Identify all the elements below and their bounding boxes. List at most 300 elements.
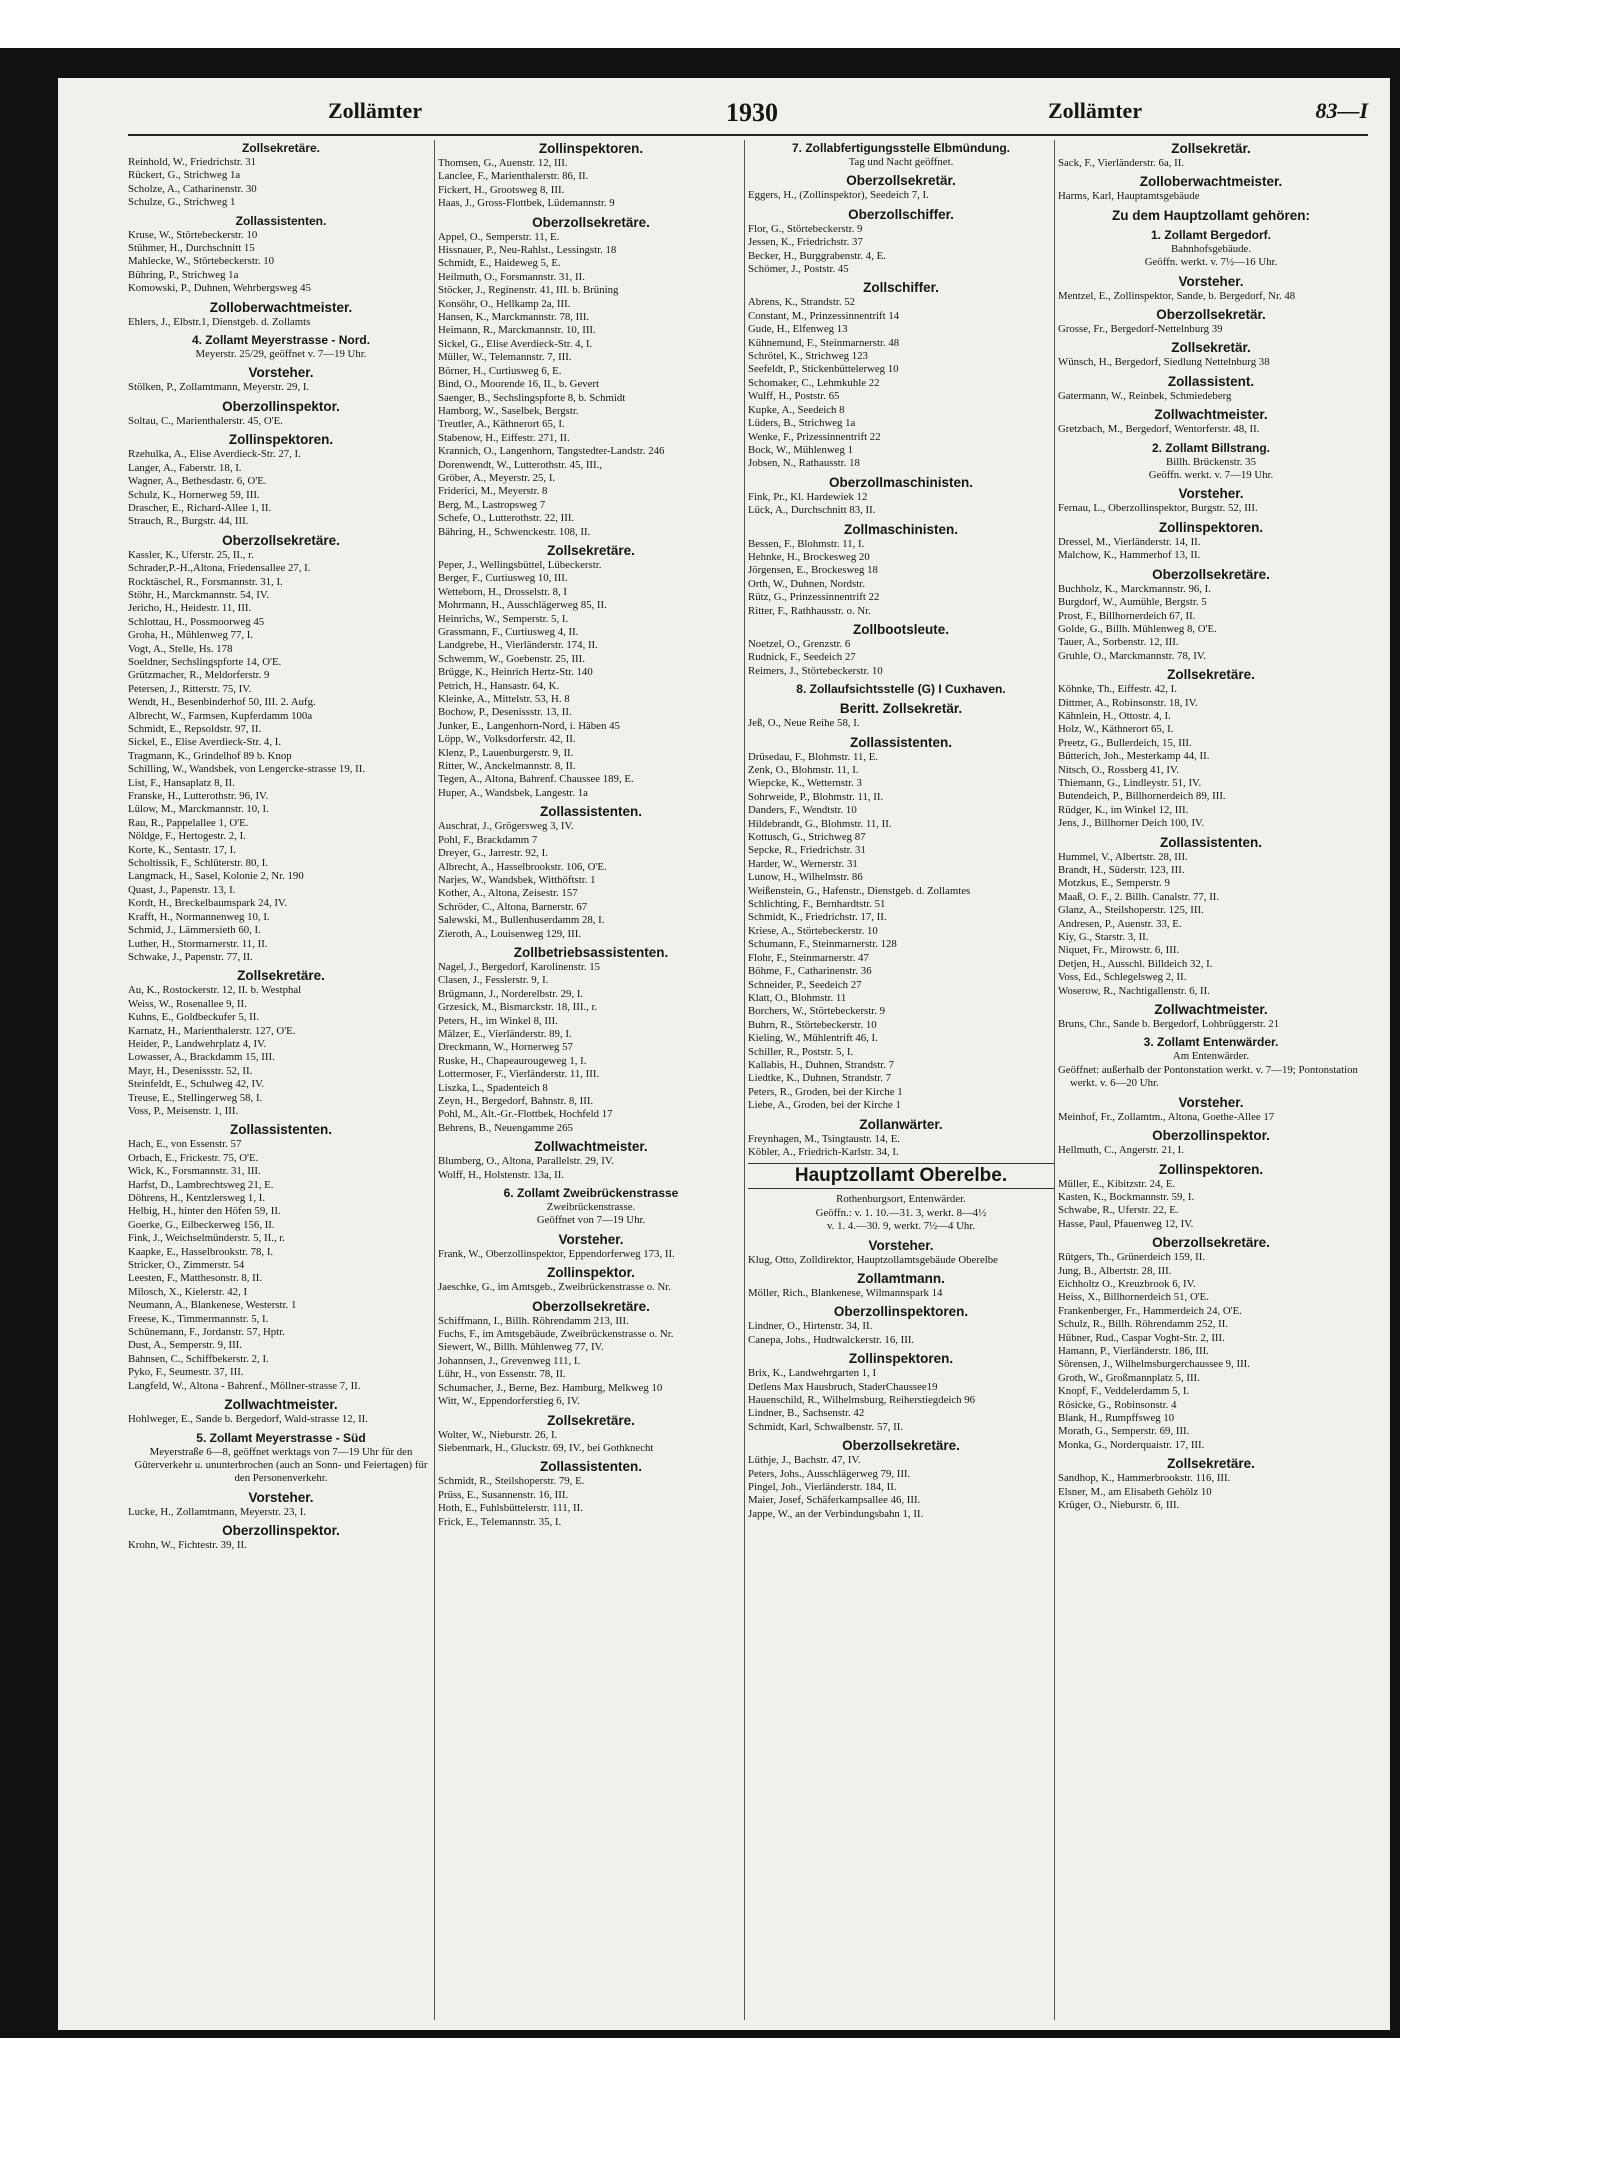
office-note: v. 1. 4.—30. 9, werkt. 7½—4 Uhr. <box>826 1220 976 1233</box>
person-entry: Junker, E., Langenhorn-Nord, i. Häben 45 <box>438 719 620 732</box>
directory-section <box>1058 1234 1364 1452</box>
directory-section <box>1058 566 1364 663</box>
person-entry: Gruhle, O., Marckmannstr. 78, IV. <box>1058 649 1206 662</box>
rank-heading: Zollanwärter. <box>859 1116 943 1132</box>
person-entry: Soeldner, Sechslingspforte 14, O'E. <box>128 655 282 668</box>
person-entry: Hauenschild, R., Wilhelmsburg, Reiherstiegdeich 96 <box>748 1394 976 1407</box>
person-entry: Ehlers, J., Elbstr.1, Dienstgeb. d. Zollamts <box>128 315 311 328</box>
person-entry: Gude, H., Elfenweg 13 <box>748 323 848 336</box>
person-entry: Langer, A., Faberstr. 18, I. <box>128 461 242 474</box>
person-entry: Kother, A., Altona, Zeisestr. 157 <box>438 887 578 900</box>
person-entry: Sack, F., Vierländerstr. 6a, II. <box>1058 157 1185 169</box>
directory-section <box>128 1522 434 1552</box>
directory-section <box>438 542 744 800</box>
rank-heading: Zolloberwachtmeister. <box>1139 174 1283 190</box>
column-3 <box>748 140 1054 2020</box>
person-entry: Sickel, E., Elise Averdieck-Str. 4, I. <box>128 736 282 749</box>
rank-heading: Vorsteher. <box>868 1237 934 1253</box>
person-entry: Dreckmann, W., Hornerweg 57 <box>438 1041 573 1054</box>
directory-section <box>748 1270 1054 1300</box>
person-entry: Sickel, G., Elise Averdieck-Str. 4, I. <box>438 337 593 350</box>
person-entry: Schefe, O., Lutterothstr. 22, III. <box>438 512 575 525</box>
person-entry: Lüthje, J., Bachstr. 47, IV. <box>748 1454 861 1467</box>
rank-heading: Zollinspektoren. <box>228 432 334 448</box>
person-entry: Kordt, H., Breckelbaumspark 24, IV. <box>128 897 288 910</box>
person-entry: Schrötel, K., Strichweg 123 <box>748 350 868 363</box>
person-entry: Schömer, J., Poststr. 45 <box>748 263 849 276</box>
directory-section <box>438 803 744 941</box>
person-entry: Friderici, M., Meyerstr. 8 <box>438 485 548 498</box>
rank-heading: Zollsekretäre. <box>1167 1456 1255 1472</box>
person-entry: Strauch, R., Burgstr. 44, III. <box>128 515 249 528</box>
person-entry: Gatermann, W., Reinbek, Schmiedeberg <box>1058 389 1232 402</box>
person-entry: Frank, W., Oberzollinspektor, Eppendorferweg 173, II. <box>438 1247 675 1260</box>
directory-section <box>1058 485 1364 515</box>
rank-heading: Oberzollsekretär. <box>846 173 956 189</box>
person-entry: Brügge, K., Heinrich Hertz-Str. 140 <box>438 666 593 679</box>
person-entry: Tauer, A., Sorbenstr. 12, III. <box>1058 636 1179 649</box>
person-entry: Schmidt, E., Repsoldstr. 97, II. <box>128 723 262 735</box>
person-entry: Bütterich, Joh., Mesterkamp 44, II. <box>1058 750 1210 763</box>
person-entry: Kallabis, H., Duhnen, Strandstr. 7 <box>748 1058 895 1071</box>
person-entry: Bessen, F., Blohmstr. 11, I. <box>748 537 865 550</box>
person-entry: Dittmer, A., Robinsonstr. 18, IV. <box>1058 696 1198 709</box>
directory-section <box>748 279 1054 470</box>
person-entry: Maier, Josef, Schäferkampsallee 46, III. <box>748 1494 921 1507</box>
person-entry: Bahnsen, C., Schiffbekerstr. 2, I. <box>128 1352 269 1365</box>
scan-border-bottom <box>0 2030 1400 2038</box>
person-entry: Sörensen, J., Wilhelmsburgerchaussee 9, III. <box>1058 1358 1250 1371</box>
directory-section <box>438 1231 744 1261</box>
person-entry: Pyko, F., Seumestr. 37, III. <box>128 1366 244 1379</box>
person-entry: Brügmann, J., Norderelbstr. 29, I. <box>438 987 584 1000</box>
rank-heading: Zollassistent. <box>1167 373 1255 389</box>
person-entry: Fuchs, F., im Amtsgebäude, Zweibrückenstrasse o. Nr. <box>438 1328 674 1341</box>
column-rule <box>1054 140 1055 2020</box>
person-entry: Weißenstein, G., Hafenstr., Dienstgeb. d. Zollamtes <box>748 884 971 897</box>
person-entry: Eggers, H., (Zollinspektor), Seedeich 7, I. <box>748 189 929 202</box>
person-entry: Schröder, C., Altona, Barnerstr. 67 <box>438 900 588 913</box>
rank-heading: Zollwachtmeister. <box>534 1139 648 1155</box>
person-entry: Ritter, W., Anckelmannstr. 8, II. <box>438 760 576 773</box>
person-entry: Jeß, O., Neue Reihe 58, I. <box>748 717 860 730</box>
person-entry: Schilling, W., Wandsbek, von Lengercke-strasse 19, II. <box>128 763 366 776</box>
rank-heading: Zollsekretär. <box>1171 141 1251 156</box>
person-entry: Liedtke, K., Duhnen, Strandstr. 7 <box>748 1072 892 1085</box>
directory-section <box>1058 666 1364 830</box>
directory-section <box>1058 519 1364 563</box>
person-entry: Au, K., Rostockerstr. 12, II. b. Westphal <box>128 984 302 997</box>
person-entry: Peters, R., Groden, bei der Kirche 1 <box>748 1085 903 1098</box>
person-entry: Stabenow, H., Eiffestr. 271, II. <box>438 431 570 444</box>
directory-section <box>1058 1455 1364 1512</box>
directory-section <box>128 140 434 210</box>
rank-heading: Zu dem Hauptzollamt gehören: <box>1111 207 1310 223</box>
person-entry: Maaß, O. F., 2. Billh. Canalstr. 77, II. <box>1058 890 1220 903</box>
person-entry: Lülow, M., Marckmannstr. 10, I. <box>128 803 269 816</box>
rank-heading: Oberzollsekretäre. <box>532 214 650 230</box>
person-entry: Pohl, F., Brackdamm 7 <box>438 833 538 846</box>
person-entry: Stricker, O., Zimmerstr. 54 <box>128 1259 245 1272</box>
rank-heading: Zollassistenten. <box>229 1122 333 1138</box>
person-entry: Mentzel, E., Zollinspektor, Sande, b. Bergedorf, Nr. 48 <box>1058 289 1296 302</box>
person-entry: Wolff, H., Holstenstr. 13a, II. <box>438 1168 565 1181</box>
directory-section <box>128 967 434 1118</box>
rank-heading: Vorsteher. <box>1178 273 1244 289</box>
person-entry: Jobsen, N., Rathausstr. 18 <box>748 457 860 470</box>
rank-heading: Zollassistenten. <box>849 734 953 750</box>
person-entry: Schneider, P., Seedeich 27 <box>748 978 862 991</box>
person-entry: Grassmann, F., Curtiusweg 4, II. <box>438 626 579 638</box>
person-entry: Jessen, K., Friedrichstr. 37 <box>748 236 863 249</box>
person-entry: Reinhold, W., Friedrichstr. 31 <box>128 156 257 168</box>
person-entry: Jens, J., Billhorner Deich 100, IV. <box>1058 817 1205 830</box>
person-entry: Buchholz, K., Marckmannstr. 96, I. <box>1058 582 1211 595</box>
person-entry: Hansen, K., Marckmannstr. 78, III. <box>438 311 590 324</box>
rank-heading: Vorsteher. <box>1178 1094 1244 1110</box>
person-entry: Goerke, G., Eilbeckerweg 156, II. <box>128 1218 275 1231</box>
person-entry: Wolter, W., Nieburstr. 26, I. <box>438 1428 558 1441</box>
rank-heading: Zollassistenten. <box>539 804 643 820</box>
rank-heading: Zollwachtmeister. <box>1154 407 1268 423</box>
office-heading: 4. Zollamt Meyerstrasse - Nord. <box>191 333 371 348</box>
person-entry: Huper, A., Wandsbek, Langestr. 1a <box>438 786 588 799</box>
rank-heading: Oberzollsekretäre. <box>222 532 340 548</box>
person-entry: Rzehulka, A., Elise Averdieck-Str. 27, I. <box>128 448 301 461</box>
office-heading: 8. Zollaufsichtsstelle (G) I Cuxhaven. <box>796 682 1006 697</box>
person-entry: Heider, P., Landwehrplatz 4, IV. <box>128 1037 267 1050</box>
person-entry: Morath, G., Semperstr. 69, III. <box>1058 1425 1190 1438</box>
rank-heading: Oberzollinspektor. <box>1152 1128 1270 1144</box>
person-entry: Andresen, P., Auenstr. 33, E. <box>1058 917 1182 930</box>
person-entry: Liebe, A., Groden, bei der Kirche 1 <box>748 1099 901 1112</box>
person-entry: Monka, G., Norderquaistr. 17, III. <box>1058 1438 1205 1451</box>
person-entry: Böhme, F., Catharinenstr. 36 <box>748 965 872 978</box>
person-entry: Grzesick, M., Bismarckstr. 18, III., r. <box>438 1001 598 1014</box>
person-entry: Siebenmark, H., Gluckstr. 69, IV., bei Gothknecht <box>438 1441 654 1454</box>
person-entry: Bruns, Chr., Sande b. Bergedorf, Lohbrüggerstr. 21 <box>1058 1018 1280 1031</box>
person-entry: Schulze, G., Strichweg 1 <box>128 196 236 209</box>
person-entry: Jörgensen, E., Brockesweg 18 <box>748 564 878 577</box>
directory-section <box>128 1489 434 1519</box>
person-entry: Groth, W., Großmannplatz 5, III. <box>1058 1371 1200 1384</box>
person-entry: Prost, F., Billhornerdeich 67, II. <box>1058 609 1196 622</box>
person-entry: Fink, J., Weichselmünderstr. 5, II., r. <box>128 1232 285 1245</box>
person-entry: Siewert, W., Billh. Mühlenweg 77, IV. <box>438 1341 604 1354</box>
rank-heading: Zollwachtmeister. <box>1154 1002 1268 1018</box>
directory-section <box>1058 406 1364 436</box>
directory-section <box>1058 1127 1364 1157</box>
directory-section <box>128 431 434 528</box>
person-entry: Milosch, X., Kielerstr. 42, I <box>128 1285 248 1298</box>
person-entry: Ruske, H., Chapeaurougeweg 1, I. <box>438 1054 587 1067</box>
person-entry: Schmid, J., Lämmersieth 60, I. <box>128 924 261 937</box>
person-entry: Johannsen, J., Grevenweg 111, I. <box>438 1354 581 1367</box>
office-note: Zweibrückenstrasse. <box>546 1201 636 1214</box>
office-note: Rothenburgsort, Entenwärder. <box>836 1193 966 1206</box>
person-entry: Hamborg, W., Saselbek, Bergstr. <box>438 404 579 417</box>
directory-section <box>128 213 434 296</box>
directory-section <box>128 1430 434 1486</box>
person-entry: Bähring, H., Schwenckestr. 108, II. <box>438 525 591 538</box>
person-entry: Malchow, K., Hammerhof 13, II. <box>1058 549 1201 562</box>
person-entry: Detjen, H., Ausschl. Billdeich 32, I. <box>1058 957 1213 970</box>
person-entry: Appel, O., Semperstr. 11, E. <box>438 230 560 243</box>
person-entry: Klug, Otto, Zolldirektor, Hauptzollamtsgebäude Oberelbe <box>748 1253 998 1266</box>
person-entry: Krüger, O., Nieburstr. 6, III. <box>1058 1499 1180 1512</box>
rank-heading: Oberzollschiffer. <box>848 206 954 222</box>
scan-border-top <box>0 48 1390 78</box>
person-entry: Elsner, M., am Elisabeth Gehölz 10 <box>1058 1485 1212 1498</box>
person-entry: Kühnemund, F., Steinmarnerstr. 48 <box>748 336 900 349</box>
person-entry: Korte, K., Sentastr. 17, I. <box>128 843 236 856</box>
person-entry: Jaeschke, G., im Amtsgeb., Zweibrückenstrasse o. Nr. <box>438 1281 671 1294</box>
directory-section <box>438 1412 744 1456</box>
person-entry: Schulz, K., Hornerweg 59, III. <box>128 488 260 501</box>
office-heading: 3. Zollamt Entenwärder. <box>1143 1035 1279 1050</box>
person-entry: Rückert, G., Strichweg 1a <box>128 169 241 182</box>
person-entry: Klenz, P., Lauenburgerstr. 9, II. <box>438 746 574 759</box>
rank-heading: Zollinspektor. <box>547 1265 635 1281</box>
running-header <box>128 98 1368 136</box>
directory-section <box>1058 1094 1364 1124</box>
person-entry: Karnatz, H., Marienthalerstr. 127, O'E. <box>128 1024 296 1037</box>
person-entry: Stöcker, J., Reginenstr. 41, III. b. Brüning <box>438 284 619 297</box>
person-entry: Burgdorf, W., Aumühle, Bergstr. 5 <box>1058 596 1207 609</box>
person-entry: Hübner, Rud., Caspar Voght-Str. 2, III. <box>1058 1331 1225 1344</box>
rank-heading: Oberzollsekretär. <box>1156 307 1266 323</box>
person-entry: Peters, H., im Winkel 8, III. <box>438 1014 558 1027</box>
person-entry: Zenk, O., Blohmstr. 11, I. <box>748 764 859 776</box>
person-entry: Köbler, A., Friedrich-Karlstr. 34, I. <box>748 1145 899 1158</box>
person-entry: Hummel, V., Albertstr. 28, III. <box>1058 850 1188 863</box>
column-2 <box>438 140 744 2020</box>
person-entry: Kupke, A., Seedeich 8 <box>748 403 845 416</box>
person-entry: Börner, H., Curtiusweg 6, E. <box>438 364 562 377</box>
person-entry: Liszka, L., Spadenteich 8 <box>438 1081 548 1094</box>
rank-heading: Zollsekretäre. <box>237 968 325 984</box>
directory-section <box>438 1298 744 1409</box>
person-entry: Clasen, J., Fesslerstr. 9, I. <box>438 974 549 987</box>
rank-heading: Oberzollsekretäre. <box>532 1298 650 1314</box>
person-entry: Voss, Ed., Schlegelsweg 2, II. <box>1058 971 1187 984</box>
person-entry: Wendt, H., Besenbinderhof 50, III. 2. Aufg. <box>128 696 316 709</box>
directory-section <box>128 299 434 329</box>
rank-heading: Zollmaschinisten. <box>843 521 959 537</box>
person-entry: Schumann, F., Steinmarnerstr. 128 <box>748 938 897 951</box>
person-entry: Holz, W., Käthnerort 65, I. <box>1058 723 1174 736</box>
person-entry: Helbig, H., hinter den Höfen 59, II. <box>128 1205 281 1218</box>
person-entry: Schwabe, R., Uferstr. 22, E. <box>1058 1204 1179 1217</box>
directory-section <box>748 681 1054 697</box>
person-entry: Schmidt, K., Friedrichstr. 17, II. <box>748 911 887 924</box>
person-entry: Buhrn, R., Störtebeckerstr. 10 <box>748 1018 877 1031</box>
person-entry: Flohr, F., Steinmarnerstr. 47 <box>748 951 869 964</box>
person-entry: Langfeld, W., Altona - Bahrenf., Möllner-strasse 7, II. <box>128 1379 361 1392</box>
person-entry: Wagner, A., Bethesdastr. 6, O'E. <box>128 475 267 488</box>
directory-section <box>1058 1034 1364 1090</box>
person-entry: Weiss, W., Rosenallee 9, II. <box>128 997 247 1010</box>
directory-section <box>438 1185 744 1228</box>
person-entry: Schlichting, F., Bernhardtstr. 51 <box>748 898 886 911</box>
person-entry: Quast, J., Papenstr. 13, I. <box>128 883 236 896</box>
person-entry: Schünemann, F., Jordanstr. 57, Hptr. <box>128 1326 285 1339</box>
directory-section <box>1058 1161 1364 1232</box>
office-note: Meyerstr. 25/29, geöffnet v. 7—19 Uhr. <box>195 348 367 361</box>
person-entry: Sohrweide, P., Blohmstr. 11, II. <box>748 790 884 803</box>
person-entry: Blumberg, O., Altona, Parallelstr. 29, IV. <box>438 1155 614 1168</box>
person-entry: Jappe, W., an der Verbindungsbahn 1, II. <box>748 1507 924 1520</box>
person-entry: Eichholtz O., Kreuzbrook 6, IV. <box>1058 1277 1196 1290</box>
office-title: Hauptzollamt Oberelbe. <box>748 1163 1054 1189</box>
directory-section <box>128 1396 434 1426</box>
person-entry: Becker, H., Burggrabenstr. 4, E. <box>748 249 886 262</box>
rank-heading: Zollsekretäre. <box>1167 667 1255 683</box>
person-entry: Wick, K., Forsmannstr. 31, III. <box>128 1165 261 1178</box>
person-entry: Wiepcke, K., Wetternstr. 3 <box>748 777 862 790</box>
person-entry: Scholze, A., Catharinenstr. 30 <box>128 182 257 195</box>
person-entry: Grosse, Fr., Bergedorf-Nettelnburg 39 <box>1058 323 1223 336</box>
directory-section <box>1058 306 1364 336</box>
office-note: Am Entenwärder. <box>1172 1050 1250 1063</box>
person-entry: Thiemann, G., Lindleystr. 51, IV. <box>1058 776 1202 789</box>
person-entry: Klatt, O., Blohmstr. 11 <box>748 991 847 1004</box>
person-entry: Schiffmann, I., Billh. Röhrendamm 213, III. <box>438 1314 629 1327</box>
person-entry: Zeyn, H., Bergedorf, Bahnstr. 8, III. <box>438 1095 594 1107</box>
person-entry: Gretzbach, M., Bergedorf, Wentorferstr. 48, II. <box>1058 423 1260 436</box>
directory-section <box>748 1163 1054 1233</box>
person-entry: Orth, W., Duhnen, Nordstr. <box>748 577 865 590</box>
rank-heading: Zollamtmann. <box>857 1271 945 1286</box>
person-entry: Prüss, E., Susannenstr. 16, III. <box>438 1488 569 1501</box>
person-entry: Hellmuth, C., Angerstr. 21, I. <box>1058 1144 1184 1157</box>
person-entry: Nitsch, O., Rossberg 41, IV. <box>1058 763 1180 776</box>
person-entry: Drascher, E., Richard-Allee 1, II. <box>128 501 272 514</box>
person-entry: Schwake, J., Papenstr. 77, II. <box>128 950 253 963</box>
directory-section <box>748 1116 1054 1160</box>
person-entry: Harder, W., Wernerstr. 31 <box>748 857 858 870</box>
header-right-title: Zollämter <box>1048 98 1143 123</box>
person-entry: Preetz, G., Bullerdeich, 15, III. <box>1058 736 1192 749</box>
person-entry: Auschrat, J., Grögersweg 3, IV. <box>438 820 574 833</box>
person-entry: Berg, M., Lastropsweg 7 <box>438 498 546 511</box>
person-entry: Rudnick, F., Seedeich 27 <box>748 651 856 664</box>
person-entry: Soltau, C., Marienthalerstr. 45, O'E. <box>128 414 283 427</box>
person-entry: Kuhns, E., Goldbeckufer 5, II. <box>128 1011 260 1024</box>
person-entry: Bühring, P., Strichweg 1a <box>128 268 239 281</box>
directory-section <box>1058 373 1364 403</box>
person-entry: Kiy, G., Starstr. 3, II. <box>1058 931 1149 944</box>
person-entry: Landgrebe, H., Vierländerstr. 174, II. <box>438 639 598 652</box>
directory-section <box>748 621 1054 678</box>
person-entry: Rau, R., Pappelallee 1, O'E. <box>128 816 249 829</box>
person-entry: Salewski, M., Bullenhuserdamm 28, I. <box>438 914 605 927</box>
office-note: Billh. Brückenstr. 35 <box>1166 455 1256 468</box>
person-entry: Lowasser, A., Brackdamm 15, III. <box>128 1051 275 1064</box>
person-entry: Hasse, Paul, Pfauenweg 12, IV. <box>1058 1217 1194 1230</box>
rank-heading: Oberzollsekretäre. <box>1152 1235 1270 1251</box>
rank-heading: Zollassistenten. <box>1159 834 1263 850</box>
person-entry: Fickert, H., Grootsweg 8, III. <box>438 183 565 196</box>
column-4 <box>1058 140 1364 2020</box>
person-entry: Dressel, M., Vierländerstr. 14, II. <box>1058 535 1201 548</box>
directory-section <box>128 1121 434 1393</box>
directory-section <box>748 474 1054 518</box>
person-entry: Thomsen, G., Auenstr. 12, III. <box>438 157 568 169</box>
person-entry: Heimann, R., Marckmannstr. 10, III. <box>438 324 596 337</box>
person-entry: Müller, W., Telemannstr. 7, III. <box>438 351 572 364</box>
person-entry: Fernau, L., Oberzollinspektor, Burgstr. 52, III. <box>1058 502 1258 515</box>
office-heading: Zollassistenten. <box>235 213 327 228</box>
columns-container <box>128 140 1368 2020</box>
person-entry: Schmidt, R., Steilshoperstr. 79, E. <box>438 1475 585 1488</box>
office-note: Bahnhofsgebäude. <box>1170 242 1252 255</box>
person-entry: Saenger, B., Sechslingspforte 8, b. Schmidt <box>438 391 626 404</box>
person-entry: Dust, A., Semperstr. 9, III. <box>128 1339 242 1352</box>
person-entry: Peper, J., Wellingsbüttel, Lübeckerstr. <box>438 558 602 571</box>
person-entry: Drüsedau, F., Blohmstr. 11, E. <box>748 750 879 763</box>
rank-heading: Zolloberwachtmeister. <box>209 299 353 315</box>
person-entry: Kottusch, G., Strichweg 87 <box>748 831 866 844</box>
person-entry: Dreyer, G., Jarrestr. 92, I. <box>438 847 548 860</box>
person-entry: Neumann, A., Blankenese, Westerstr. 1 <box>128 1299 297 1312</box>
person-entry: Lindner, O., Hirtenstr. 34, II. <box>748 1320 873 1333</box>
person-entry: Tragmann, K., Grindelhof 89 b. Knop <box>128 749 292 762</box>
directory-section <box>1058 140 1364 170</box>
office-heading: 6. Zollamt Zweibrückenstrasse <box>503 1186 679 1201</box>
person-entry: Behrens, B., Neuengamme 265 <box>438 1121 573 1134</box>
person-entry: Jung, B., Albertstr. 28, III. <box>1058 1264 1172 1277</box>
person-entry: Kleinke, A., Mittelstr. 53, H. 8 <box>438 693 570 706</box>
rank-heading: Zollsekretäre. <box>547 542 635 558</box>
directory-section <box>1058 273 1364 303</box>
rank-heading: Zollassistenten. <box>539 1459 643 1475</box>
person-entry: Witt, W., Eppendorferstieg 6, IV. <box>438 1395 580 1408</box>
person-entry: Kruse, W., Störtebeckerstr. 10 <box>128 228 258 241</box>
rank-heading: Vorsteher. <box>558 1231 624 1247</box>
person-entry: Jericho, H., Heidestr. 11, III. <box>128 602 252 615</box>
person-entry: Kasten, K., Bockmannstr. 59, I. <box>1058 1190 1195 1203</box>
person-entry: Glanz, A., Steilshoperstr. 125, III. <box>1058 904 1204 917</box>
person-entry: Lunow, H., Wilhelmstr. 86 <box>748 871 863 884</box>
office-heading: 2. Zollamt Billstrang. <box>1151 440 1271 455</box>
person-entry: Heinrichs, W., Semperstr. 5, I. <box>438 612 569 625</box>
person-entry: Seefeldt, P., Stickenbüttelerweg 10 <box>748 363 899 376</box>
directory-section <box>748 1303 1054 1347</box>
person-entry: Leesten, F., Matthesonstr. 8, II. <box>128 1272 263 1285</box>
person-entry: Steinfeldt, E., Schulweg 42, IV. <box>128 1078 265 1091</box>
rank-heading: Zollbetriebsassistenten. <box>513 944 669 960</box>
rank-heading: Oberzollinspektoren. <box>833 1304 969 1320</box>
person-entry: Zieroth, A., Louisenweg 129, III. <box>438 927 582 940</box>
person-entry: Ritter, F., Rathhausstr. o. Nr. <box>748 604 871 617</box>
person-entry: Heiss, X., Billhornerdeich 51, O'E. <box>1058 1291 1209 1304</box>
person-entry: Freese, K., Timmermannstr. 5, I. <box>128 1312 269 1325</box>
person-entry: Berger, F., Curtiusweg 10, III. <box>438 572 568 585</box>
person-entry: Constant, M., Prinzessinnentrift 14 <box>748 309 900 322</box>
office-note: Geöffnet von 7—19 Uhr. <box>536 1214 646 1227</box>
person-entry: Müller, E., Kibitzstr. 24, E. <box>1058 1177 1176 1190</box>
person-entry: Schomaker, C., Lehmkuhle 22 <box>748 376 880 389</box>
person-entry: Canepa, Johs., Hudtwalckerstr. 16, III. <box>748 1333 915 1346</box>
rank-heading: Zollschiffer. <box>863 280 939 296</box>
person-entry: Hamann, P., Vierländerstr. 186, III. <box>1058 1344 1209 1357</box>
directory-section <box>1058 227 1364 270</box>
person-entry: Wenke, F., Prizessinnentrift 22 <box>748 430 881 443</box>
person-entry: Tegen, A., Altona, Bahrenf. Chaussee 189, E. <box>438 773 634 786</box>
person-entry: Lucke, H., Zollamtmann, Meyerstr. 23, I. <box>128 1505 307 1518</box>
person-entry: Detlens Max Hausbruch, StaderChaussee19 <box>748 1380 938 1393</box>
